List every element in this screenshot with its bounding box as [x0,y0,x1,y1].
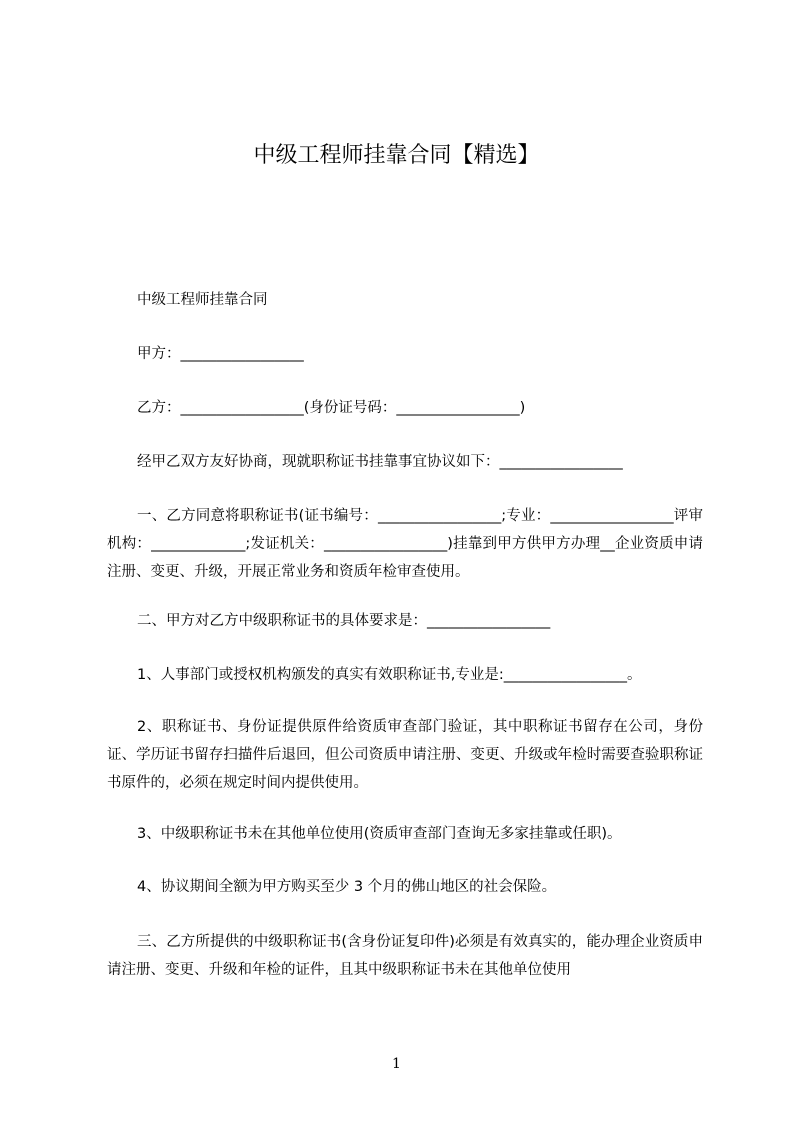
paragraph-requirement-3: 3、中级职称证书未在其他单位使用(资质审查部门查询无多家挂靠或任职)。 [137,826,622,842]
paragraph-preamble: 经甲乙双方友好协商，现就职称证书挂靠事宜协议如下：_________________ [137,454,623,470]
page-number: 1 [392,1056,401,1072]
document-title: 中级工程师挂靠合同【精选】 [253,143,540,168]
paragraph-requirement-1: 1、人事部门或授权机构颁发的真实有效职称证书,专业是:_________________。 [137,667,642,683]
paragraph-party-b: 乙方：_________________(身份证号码：_________________) [137,400,526,416]
paragraph-clause-2: 二、甲方对乙方中级职称证书的具体要求是：_________________ [137,613,551,629]
paragraph-party-a: 甲方：_________________ [137,346,304,362]
paragraph-requirement-2: 2、职称证书、身份证提供原件给资质审查部门验证，其中职称证书留存在公司，身份证、学历证书留存扫描件后退回，但公司资质申请注册、变更、升级或年检时需要查验职称证书原件的，必须在规定时间内提供使用。 [107,719,703,791]
paragraph-clause-1: 一、乙方同意将职称证书(证书编号：_________________;专业：_________________评审机构：_____________;发证机关：_________________)挂靠到甲方供甲方办理__企业资质申请注册、变更、升级，开展正常业务和资质年检审查使用。 [107,508,703,580]
paragraph-requirement-4: 4、协议期间全额为甲方购买至少 3 个月的佛山地区的社会保险。 [137,879,557,895]
paragraph-clause-3: 三、乙方所提供的中级职称证书(含身份证复印件)必须是有效真实的，能办理企业资质申请注册、变更、升级和年检的证件，且其中级职称证书未在其他单位使用 [107,934,703,978]
paragraph-contract-name: 中级工程师挂靠合同 [137,292,268,308]
